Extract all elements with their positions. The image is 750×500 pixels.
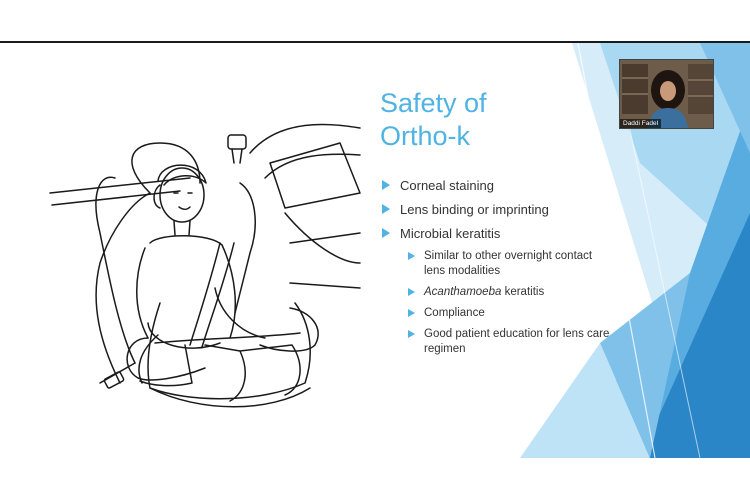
webcam-thumbnail[interactable]	[619, 59, 714, 129]
bullet-arrow-icon	[382, 180, 390, 190]
bullet-lens-binding	[380, 201, 610, 218]
bullet-arrow-icon	[382, 204, 390, 214]
subbullet-text: Compliance	[424, 307, 485, 319]
bullet-text: Microbial keratitis	[400, 226, 501, 241]
bullet-microbial-keratitis	[380, 225, 610, 242]
bullet-arrow-icon	[382, 228, 390, 238]
slide-title	[380, 87, 487, 153]
subbullet-overnight-modalities	[380, 249, 610, 279]
bullet-corneal-staining	[380, 177, 610, 194]
subbullet-arrow-icon	[408, 288, 415, 296]
bullet-text: Corneal staining	[400, 178, 494, 193]
subbullet-acanthamoeba	[380, 285, 610, 300]
subbullet-text: Good patient education for lens care regimen	[424, 328, 610, 355]
subbullet-arrow-icon	[408, 309, 415, 317]
subbullet-italic-term: Acanthamoeba	[424, 286, 502, 298]
bullet-list	[380, 177, 610, 363]
child-car-seat-illustration	[40, 83, 370, 428]
subbullet-text: Similar to other overnight contact lens modalities	[424, 250, 593, 277]
subbullet-arrow-icon	[408, 330, 415, 338]
subbullet-text: keratitis	[501, 286, 545, 298]
subbullet-compliance	[380, 306, 610, 321]
subbullet-patient-education	[380, 327, 610, 357]
subbullet-arrow-icon	[408, 252, 415, 260]
title-line-1: Safety of	[380, 88, 487, 118]
title-line-2: Ortho-k	[380, 121, 471, 151]
participant-name-label: Daddi Fadel	[620, 119, 661, 128]
bullet-text: Lens binding or imprinting	[400, 202, 549, 217]
